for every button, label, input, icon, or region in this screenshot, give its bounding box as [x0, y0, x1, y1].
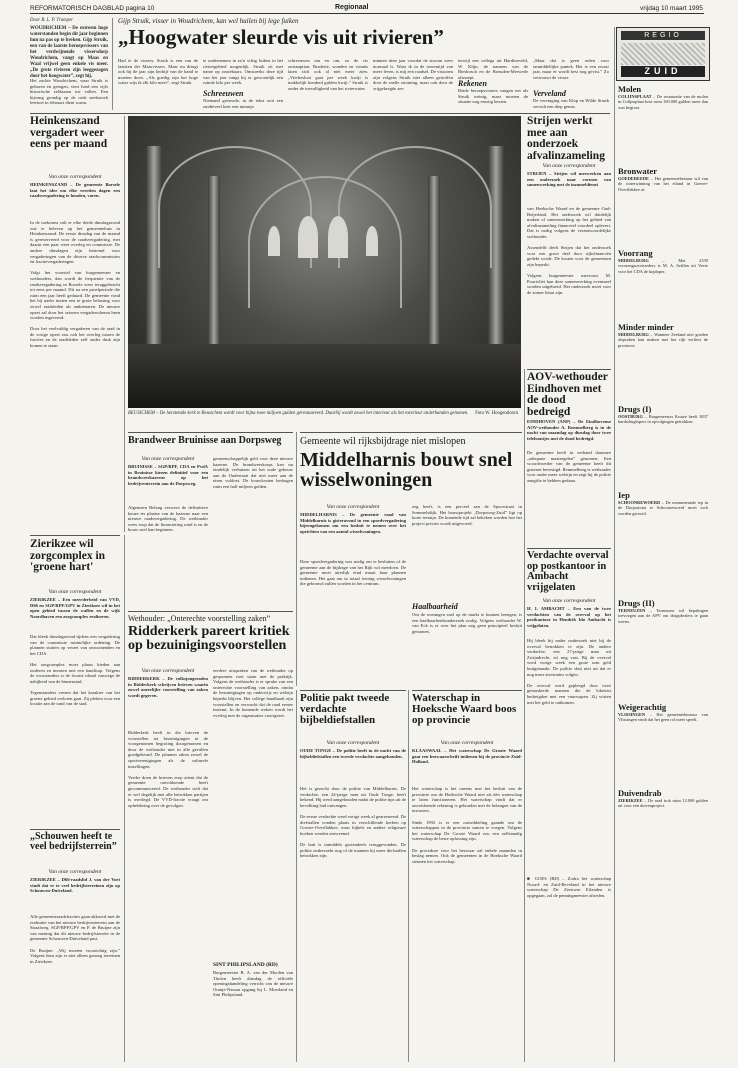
heinkenszand-lead: HEINKENSZAND – De gemeente Borsele laat het idee om elke veertien dagen een raadsvergadering te houden, varen. [30, 182, 120, 199]
sint-philipsland-place: SINT PHILIPSLAND (RD) [213, 962, 278, 968]
politie-headline: Politie pakt tweede verdachte bijbeldiefstallen [300, 692, 390, 727]
postkantoor-body: Hij bleek bij nader onderzoek niet bij de overval betrokken te zijn. De andere verdachte, een 27-jarige man uit Zwijndrecht, zit nog vast. Bij de overval werd vorige week een grote som geld buitgemaakt. De politie sluit niet uit dat er nog meer arrestaties volgen. De overval werd gepleegd door twee gemaskerde mannen die de lokettist bedreigden met een vuurwapen. Zij wisten met het geld te ontkomen. [527, 638, 611, 705]
middelharnis-lead: MIDDELHARNIS – De gemeente raad van Middelharnis is gisteravond in een spoedvergadering bijeengekomen om een besluit te nemen over het oprichten van een aantal wisselwoningen. [300, 512, 406, 534]
middelharnis-body-3: Om de woningen snel op de markt te kunnen brengen, is een haalbaarheidsonderzoek nodig. Volgens wethouder W. van Eck is er over het plan nog geen principieel besluit genomen. [412, 612, 522, 634]
goes-note: ■ GOES (RD) – Zodra het waterschap Noord- en Zuid-Beveland in het nieuwe waterschap De Zeeuwse Eilanden is opgegaan, zal de penningmeester aftreden. [527, 876, 611, 898]
zierikzee1-body: Dat bleek dinsdagavond tijdens een vergadering van de commissie ruimtelijke ordening. De plannen stuiten op verzet van omwonenden en het CDA. Het zorgcomplex moet plaats bieden aan ouderen en mensen met een handicap. Volgens de voorstanders is de locatie ideaal vanwege de nabijheid van de binnenstad. Tegenstanders vrezen dat het karakter van het groene gebied verloren gaat. Zij pleiten voor een locatie aan de rand van de stad. [30, 634, 120, 707]
zierikzee1-headline: Zierikzee wil zorgcomplex in 'groene hart' [30, 538, 106, 574]
main-col-2: te ondernemen in zo'n viftig fuiken in het riviertgebied mogenlijk. Struik zit met name op zoutebaars. Omstreeks deze tijd van het jaar vangt hij er gewoonlijk een ruimle kilo per week. [203, 58, 283, 86]
photo-caption: BEUSICHEM – De herstemde kerk te Beusichem wordt voor bijna twee miljoen gulden gerestaureerd. Daarbij wordt zowel het interieur als het exterieur onderhanden genomen. Foto W. Hoogendoorn [128, 411, 518, 416]
postkantoor-headline: Verdachte overval op postkantoor in Ambacht vrijgelaten [527, 550, 609, 594]
sidebar-item: Drugs (II) TERNEUZEN – Terneuzen wil bepalingen toevoegen aan de APV om drugsdealers te gaan weren. [618, 598, 708, 624]
strijen-body: van Hoeksche Waard en de gemeente Oud-Beijerland. Het onderzoek wil duidelijk maken of samenwerking op het gebied van afvalinzameling financieel voordeel oplevert. Dat is nodig volgens de verantwoordelijke wethouder. Assendelft deelt Strijen dat het onderzoek voor een groot deel door rijksfinanciën gedekt wordt. De kosten voor de gemeenten zijn beperkt. Volgens burgemeester mevrouw M. Poortvliet kan deze samenwerking eventueel worden uitgebreid. Het onderzoek moet voor de zomer klaar zijn. [527, 206, 611, 295]
main-lead-cont: Het zachte Woudrichem, waar Struik is geboren en getogen, viert hard een vijfs historische zeldzaam toe vullen. Een bijvang grondig op de rode snelstroek leertoet in februari dient warm. [30, 78, 108, 106]
section-label: Regionaal [335, 4, 369, 11]
zierikzee2-lead: ZIERIKZEE – D66-raadslid J. van der Voet vindt dat er te veel bedrijfsterreinen zijn op Schouwen-Duiveland. [30, 877, 120, 894]
waterschap-lead: KLAASWAAL – Het waterschap De Groote Waard gaat een bezwaarschrift indienen bij de provincie Zuid-Holland. [412, 748, 522, 765]
politie-byline: Van onze correspondent [326, 740, 380, 746]
middelharnis-headline: Middelharnis bouwt snel wisselwoningen [300, 449, 513, 492]
ridderkerk-byline: Van onze correspondent [141, 668, 195, 674]
middelharnis-kicker: Gemeente wil rijksbijdrage niet mislopen [300, 436, 466, 447]
heinkenszand-byline: Van onze correspondent [48, 174, 102, 180]
politie-body: Het is gezocht door de politie van Middelharnis. De verdachte, een 24-jarige man uit Oude Tonge, heeft bekend. Hij werd aangehouden nadat de politie tips uit de bevolking had ontvangen. De eerste verdachte werd vorige week al gearresteerd. De diefstallen vonden plaats in verschillende kerken op Goeree-Overflakkee, waar bijbels en andere religieuze boeken werden ontvreemd. De buit is inmiddels grotendeels teruggevonden. De politie onderzoekt nog of de mannen bij meer diefstallen betrokken zijn. [300, 786, 406, 859]
main-col-5: terwijl een collega uit Hardinxveld, W. Klijn, de namens van de Biesbosch en de Boeuden-Merwede afsnoept. [458, 58, 528, 80]
waterschap-headline: Waterschap in Hoeksche Waard boos op provincie [412, 692, 517, 727]
politie-lead: OUDE TONGE – De politie heeft in de nacht van de bijbeldiefstallen een tweede verdachte aangehouden. [300, 748, 406, 759]
ridderkerk-headline: Ridderkerk pareert kritiek op bezuinigingsvoorstellen [128, 624, 290, 654]
brandweer-lead: BRUINISSE – SGP/RPF, CDA en PvdA in Bruinisse kiezen definitief voor een brandweerkazerne op het bedrijventerrein aan de Dorpsweg. [128, 464, 208, 486]
sidebar-item: Weigerachtig VLISSINGEN – Het gemeentebestuur van Vlissingen vindt dat het geen rol meer speelt. [618, 702, 708, 723]
zierikzee2-headline: „Schouwen heeft te veel bedrijfsterrein” [30, 831, 117, 853]
sidebar-item: Duivendrab ZIERIKZEE – De raad trok ruim 12.000 gulden uit voor een duivenproject. [618, 788, 708, 809]
brandweer-body-2: gemeenschappelijk geld voor deze nieuwe kazerne. De brandweerkorps kan nu eindelijk verhuizen uit het oude gebouw aan de Oudestraat dat niet meer aan de eisen voldoet. De bouwkosten bedragen ruim een half miljoen gulden. [213, 456, 293, 489]
main-col-6: „Maar dat is geen reden voor onmiddellijke paniek. Het is een zwaar jaar, maar er wordt best nog gevist.” Zo vertrouwt de visser. [533, 58, 609, 80]
brandweer-body-1: Algemeen Belang verwees de definitieve keuze ter plaatse van de kazerne naar een nieuwe raadsvergadering. De wethouder wees erop dat de financiering rond is en de bouw snel kan beginnen. [128, 505, 208, 533]
ridderkerk-body-2: eerdere uitspraken van de wethouder op gespannen voet staan met de praktijk. Volgens de wethouder is er sprake van een onterechte voorstelling van zaken, omdat de bezuinigingen op onderwijs en welzijn beperkt blijven. Het college handhaaft zijn voorstellen en verwacht dat de raad ermee instemt. In de komende weken wordt het overleg met de organisaties voortgezet. [213, 668, 293, 718]
sidebar-item: Minder minder MIDDELBURG – Wanneer Zeeland niet goeden afspraken kan maken met het rijk verliest de provincie. [618, 322, 708, 348]
middelharnis-byline: Van onze correspondent [326, 504, 380, 510]
postkantoor-lead: H. I. AMBACHT – Een van de twee verdachten van de overval op het postkantoor in Hendrik Ido Ambacht is vrijgelaten. [527, 606, 611, 628]
main-headline: „Hoogwater sleurde vis uit rivieren” [118, 25, 444, 49]
regio-map-icon [621, 43, 705, 65]
sidebar-item: Iep SCHOONREWOERD – De monumentale iep in de Dorpsstraat te Schoonrewoerd moet toch worden gerooid. [618, 490, 708, 516]
heinkenszand-headline: Heinkenszand vergadert weer eens per maand [30, 115, 108, 151]
waterschap-byline: Van onze correspondent [440, 740, 494, 746]
main-col-1: Had ie de vissery. Struik is een van de laatsten der Maasvissers. Maar nu dringt ook hij de jaar zijn bedrijf van de hand te moeten doen. „Als goedig zijn het hoge water wijs ik elk kilo meer”, zegt Struik. [118, 58, 198, 86]
ridderkerk-lead: RIDDERKERK – De volksjongeraden in Ridderkerk schrijven brieven waarin zowel oneerlijke voorstelling van zaken wordt gegeven. [128, 676, 208, 698]
sidebar-item: Molen COLIJNSPLAAT – De restauratie van de molen in Colijnsplaat kost ruim 100.000 gulden meer dan was begroot. [618, 84, 708, 110]
zierikzee1-byline: Van onze correspondent [48, 589, 102, 595]
middelharnis-body-1: Deze spoedvergadering was nodig om te besluiten of de gemeente aan de bijdrage van het Rijk wil meedoen. De gemeente moet uiterlijk eind maart haar plannen indienen. Het gaat om in totaal twintig wisselwoningen die gebouwd zullen worden in het centrum. [300, 559, 406, 587]
main-lead: WOUDRICHEM – De extreem hoge waterstanden begin dit jaar beginnen hun na pas op te breken. Gijp Struik, een van de laatste beroepsvissers van het verdwijnende vissersdorp Woudrichem, vangt op Maas en Waal vrijwel geen enkele vis meer. „De grote rivieren zijn leeggezogen door het hoogwater”, zegt hij. [30, 26, 108, 79]
sint-philipsland-body: Burgemeester B. A. van der Moolen van Tholen heeft dinsdag de officiële openingshandeling verricht van de nieuwe Oranje-Nassau opgang bij L. Moerland en Sint Philipsland. [213, 970, 293, 998]
aov-body: De gemeente heeft in verband daarmee „adequate maatregelen” genomen. Een woordvoerder van de gemeente heeft dit gisteren bevestigd. Remmelberg is wethouder voor onder meer welzijn en zegt hij de politie aangifte te hebben gedaan. [527, 450, 611, 483]
middelharnis-body-2: zeg heeft, is een perceel aan de Spoorstraat in Sommelsdijk. Het bouwprojekt „Dorpsweg-Zuid” ligt op korte termijn. De komende tijd zal bekeken worden hoe het project precies wordt uitgevoerd. [412, 504, 522, 526]
subhead-rekenen: Rekenen [458, 79, 487, 88]
paper-name: REFORMATORISCH DAGBLAD pagina 10 [30, 5, 155, 12]
strijen-lead: STRIJEN – Strijen wil meewerken aan een onderzoek naar vormen van samenwerking met de inzameldienst [527, 171, 611, 188]
main-col-3: schreeuwen om en om, zo de vis ontsnaption. Braderie, wonden en vonnis laten zich ook al niet meer zien. „Vierbesloot gaat per week kwijt is makkelijk honderd gulden kwijt.” Struik is onder de toevalligheid van het rivierwater. [288, 58, 368, 91]
subhead-haalbaarheid: Haalbaarheid [412, 602, 458, 611]
postkantoor-byline: Van onze correspondent [542, 598, 596, 604]
heinkenszand-body: In de toekomst valt er elke derde dinsdagavond wat te beleven op het gemeentehuis in Heinkenszand. De eerste dinsdag van de maand is gereserveerd voor de raadsvergadering, met daarin een paar weer overleg en commissie. De andere dinsdagen zijn bestemd voor vergaderingen van de diverse raadscommissies en fractievergaderingen. Volgt het voorstel van burgemeester en wethouders, dan wordt de frequentie van de raadsvergadering in Borsele weer teruggebracht tot eens per maand. Dit na een proefperiode die ruim een jaar heeft geduurd. De gemeente vond het bij nader inzien een te grote belasting voor zowel raadsleden als ambtenaren. De nieuwe opzet zal door het seizoen vergaderschema heen worden ingevoerd. Door het veelvuldig vergaderen van de raad in de vorige opzet zou ook het overleg tussen de fracties en de raadsleden zelf onder druk zijn komen te staan. [30, 220, 120, 349]
issue-date: vrijdag 10 maart 1995 [640, 5, 703, 12]
subhead-schreeuwen: Schreeuwen [203, 89, 244, 98]
main-kicker: Gijp Struik, visser in Woudrichem, kan wel huilen bij lege fuiken [118, 17, 299, 25]
brandweer-headline: Brandweer Bruinisse aan Dorpsweg [128, 435, 282, 446]
strijen-headline: Strijen werkt mee aan onderzoek afvalinzameling [527, 115, 605, 163]
strijen-byline: Van onze correspondent [542, 163, 596, 169]
zierikzee2-byline: Van onze correspondent [48, 869, 102, 875]
photo-credit: Foto W. Hoogendoorn [475, 411, 518, 416]
header-rule [30, 13, 704, 14]
waterschap-body: Het waterschap is het oneens met het besluit van de provincie om de Hoeksche Waard niet als één waterschap te laten functioneren. Het waterschap vindt dat er onvoldoende rekening is gehouden met de belangen van de inwoners. Sinds 1992 is er een ontwikkeling gaande om de waterschappen in de provincie samen te voegen. Volgens het waterschap De Groote Waard zou een zelfstandig waterschap de beste oplossing zijn. De procedure voor het bezwaar zal enkele maanden in beslag nemen. Ook de gemeenten in de Hoeksche Waard steunen het waterschap. [412, 786, 522, 864]
main-byline: Door B. L. P. Tramper [30, 18, 73, 23]
main-col-4: minnen deze jaar voordat de stroom weer normaal is. Waar ik in de toerentijd van meer leven, is mij een raadsel. De visstorm zijn volgens Struik niet alleen getroffen door de snelle stroming, maar ook door de vrijgekregde zee. [373, 58, 453, 91]
zierikzee1-lead: ZIERIKZEE – Een meerderheid van VVD, D66 en SGP/RPF/GPV in Zierikzee wil in het open gebied tussen de wallen en de wijk Noordhaven een zorgcomplex realiseren. [30, 597, 120, 619]
sidebar-item: Voorrang MIDDELBURG – Met 2339 voorrangsovertreders is M. A. Seiflen uit Veere voor het CDA de koploper. [618, 248, 708, 274]
zuid-label: ZUID [621, 66, 705, 77]
regio-label: REGIO [621, 31, 705, 40]
church-interior-photo [128, 116, 521, 408]
sidebar-item: Drugs (I) OOSTBURG – Burgemeester Kruize heeft 3837 hardsdruglopers in opvolgingen getrokken. [618, 404, 708, 425]
sidebar [618, 84, 708, 856]
ridderkerk-kicker: Wethouder: „Onterechte voorstelling zaken” [128, 614, 271, 623]
regio-zuid-box [616, 27, 710, 81]
ridderkerk-body-1: Ridderkerk heeft in die brieven de voorstellen tot bezuinigingen in de voorgenomen begroting doorgenomen en door de wethouder niet in alle gevallen goedgekeurd. De plannen raken zowel de sportverenigingen als de culturele instellingen. Verder doen de brieven erop attent dat de gemeente onvoldoende heeft gecommuniceerd. De wethouder stelt dat er wel degelijk met alle betrokken partijen is overlegd. De VVD-fractie vraagt om opheldering over de gevolgen. [128, 730, 208, 808]
aov-headline: AOV-wethouder Eindhoven met de dood bedreigd [527, 371, 608, 419]
brandweer-byline: Van onze correspondent [141, 456, 195, 462]
newspaper-page: REFORMATORISCH DAGBLAD pagina 10 Regionaal vrijdag 10 maart 1995 Door B. L. P. Tramper WOUDRICHEM – De extreem hoge waterstanden begin dit jaar beginnen hun na pas op te breken. Gijp Struik, een van de laatste beroepsvissers van het verdwijnende vissersdorp Woudrichem, vangt op Maas en Waal vrijwel geen enkele vis meer. „De grote rivieren zijn leeggezogen door het hoogwater”, zegt hij. Het zachte Woudrichem, waar Struik is geboren en getogen, viert hard een vijfs historische zeldzaam toe vullen. Een bijvang grondig op de rode snelstroek leertoet in februari dient warm. Gijp Struik, visser in Woudrichem, kan wel huilen bij lege fuiken „Hoogwater sleurde vis uit rivieren” Had ie de vissery. Struik is een van de laatsten der Maasvissers. Maar nu dringt ook hij de jaar zijn bedrijf van de hand te moeten doen. „Als goedig zijn het hoge water wijs ik elk kilo meer”, zegt Struik. te ondernemen in zo'n viftig fuiken in het riviertgebied mogenlijk. Struik zit met name op zoutebaars. Omstreeks deze tijd van het jaar vangt hij er gewoonlijk een ruimle kilo per week. Schreeuwen Niemand geeuwde, in de tekst ooit een zuidteveel keer een minutje. schreeuwen om en om, zo de vis ontsnaption. Braderie, wonden en vonnis laten zich ook al niet meer zien. „Vierbesloot gaat per week kwijt is makkelijk honderd gulden kwijt.” Struik is onder de toevalligheid van het rivierwater. minnen deze jaar voordat de stroom weer normaal is. Waar ik in de toerentijd van meer leven, is mij een raadsel. De visstorm zijn volgens Struik niet alleen getroffen door de snelle stroming, maar ook door de vrijgekregde zee. terwijl een collega uit Hardinxveld, W. Klijn, de namens van de Biesbosch en de Boeuden-Merwede afsnoept. Rekenen Beide beroepsvissers vangen net als Struik weinig, maar moeten de situatie nog ernstig bezien. „Maar dat is geen reden voor onmiddellijke paniek. Het is een zwaar jaar, maar er wordt best nog gevist.” Zo vertrouwt de visser. Verveland De vereniging van Klop en Wilde Struik vervult een diep gemis. REGIO ZUID Heinkenszand vergadert weer eens per maand Van onze correspondent HEINKENSZAND – De gemeente Borsele laat het idee om elke veertien dagen een raadsvergadering te houden, varen. In de toekomst valt er elke derde dinsdagavond wat te beleven op het gemeentehuis in Heinkenszand. De eerste dinsdag van de maand is gereserveerd voor de raadsvergadering, met daarin een paar weer overleg en commissie. De andere dinsdagen zijn bestemd voor vergaderingen van de diverse raadscommissies en fractievergaderingen. Volgt het voorstel van burgemeester en wethouders, dan wordt de frequentie van de raadsvergadering in Borsele weer teruggebracht tot eens per maand. Dit na een proefperiode die ruim een jaar heeft geduurd. De gemeente vond het bij nader inzien een te grote belasting voor zowel raadsleden als ambtenaren. De nieuwe opzet zal door het seizoen vergaderschema heen worden ingevoerd. Door het veelvuldig vergaderen van de raad in de vorige opzet zou ook het overleg tussen de fracties en de raadsleden zelf onder druk zijn komen te staan. BEUSICHEM – De herstemde kerk te Beusichem wordt voor bijna twee miljoen gulden gerestaureerd. Daarbij wordt zowel het interieur als het exterieur onderhanden genomen. Foto W. Hoogendoorn Strijen werkt mee aan onderzoek afvalinzameling Van onze correspondent STRIJEN – Strijen wil meewerken aan een onderzoek naar vormen van samenwerking met de inzameldienst van Hoeksche Waard en de gemeente Oud-Beijerland. Het onderzoek wil duidelijk maken of samenwerking op het gebied van afvalinzameling financieel voordeel oplevert. Dat is nodig volgens de verantwoordelijke wethouder. Assendelft deelt Strijen dat het onderzoek voor een groot deel door rijksfinanciën gedekt wordt. De kosten voor de gemeenten zijn beperkt. Volgens burgemeester mevrouw M. Poortvliet kan deze samenwerking eventueel worden uitgebreid. Het onderzoek moet voor de zomer klaar zijn. AOV-wethouder Eindhoven met de dood bedreigd EINDHOVEN (ANP) – De Eindhovense AOV-wethouder A. Remmelberg is in de nacht van maandag op dinsdag door twee telefoontjes met de dood bedreigd. De gemeente heeft in verband daarmee „adequate maatregelen” genomen. Een woordvoerder van de gemeente heeft dit gisteren bevestigd. Remmelberg is wethouder voor onder meer welzijn en zegt hij de politie aangifte te hebben gedaan. Verdachte overval op postkantoor in Ambacht vrijgelaten Van onze correspondent H. I. AMBACHT – Een van de twee verdachten van de overval op het postkantoor in Hendrik Ido Ambacht is vrijgelaten. Hij bleek bij nader onderzoek niet bij de overval betrokken te zijn. De andere verdachte, een 27-jarige man uit Zwijndrecht, zit nog vast. Bij de overval werd vorige week een grote som geld buitgemaakt. De politie sluit niet uit dat er nog meer arrestaties volgen. De overval werd gepleegd door twee gemaskerde mannen die de lokettist bedreigden met een vuurwapen. Zij wisten met het geld te ontkomen. ■ GOES (RD) – Zodra het waterschap Noord- en Zuid-Beveland in het nieuwe waterschap De Zeeuwse Eilanden is opgegaan, zal de penningmeester aftreden. Zierikzee wil zorgcomplex in 'groene hart' Van onze correspondent ZIERIKZEE – Een meerderheid van VVD, D66 en SGP/RPF/GPV in Zierikzee wil in het open gebied tussen de wallen en de wijk Noordhaven een zorgcomplex realiseren. Dat bleek dinsdagavond tijdens een vergadering van de commissie ruimtelijke ordening. De plannen stuiten op verzet van omwonenden en het CDA. Het zorgcomplex moet plaats bieden aan ouderen en mensen met een handicap. Volgens de voorstanders is de locatie ideaal vanwege de nabijheid van de binnenstad. Tegenstanders vrezen dat het karakter van het groene gebied verloren gaat. Zij pleiten voor een locatie aan de rand van de stad. „Schouwen heeft te veel bedrijfsterrein” Van onze correspondent ZIERIKZEE – D66-raadslid J. van der Voet vindt dat er te veel bedrijfsterreinen zijn op Schouwen-Duiveland. Alle gemeenteraadsfracties gaan akkoord met de realisatie van het nieuwe bedrijventerrein aan de Straalweg. SGP/RPF/GPV en P. de Bruijne zijn van mening dat dit nieuwe bedrijfsterrein in de gemeente Schouwen-Duiveland past. De Bruijne: „Wij moeten voorzichtig zijn.” Volgens hem zijn er niet alleen genoeg terreinen in Zierikzee. Brandweer Bruinisse aan Dorpsweg Van onze correspondent BRUINISSE – SGP/RPF, CDA en PvdA in Bruinisse kiezen definitief voor een brandweerkazerne op het bedrijventerrein aan de Dorpsweg. Algemeen Belang verwees de definitieve keuze ter plaatse van de kazerne naar een nieuwe raadsvergadering. De wethouder wees erop dat de financiering rond is en de bouw snel kan beginnen. gemeenschappelijk geld voor deze nieuwe kazerne. De brandweerkorps kan nu eindelijk verhuizen uit het oude gebouw aan de Oudestraat dat niet meer aan de eisen voldoet. De bouwkosten bedragen ruim een half miljoen gulden. Gemeente wil rijksbijdrage niet mislopen Middelharnis bouwt snel wisselwoningen Van onze correspondent MIDDELHARNIS – De gemeente raad van Middelharnis is gisteravond in een spoedvergadering bijeengekomen om een besluit te nemen over het oprichten van een aantal wisselwoningen. Deze spoedvergadering was nodig om te besluiten of de gemeente aan de bijdrage van het Rijk wil meedoen. De gemeente moet uiterlijk eind maart haar plannen indienen. Het gaat om in totaal twintig wisselwoningen die gebouwd zullen worden in het centrum. zeg heeft, is een perceel aan de Spoorstraat in Sommelsdijk. Het bouwprojekt „Dorpsweg-Zuid” ligt op korte termijn. De komende tijd zal bekeken worden hoe het project precies wordt uitgevoerd. Haalbaarheid Om de woningen snel op de markt te kunnen brengen, is een haalbaarheidsonderzoek nodig. Volgens wethouder W. van Eck is er over het plan nog geen principieel besluit genomen. Wethouder: „Onterechte voorstelling zaken” Ridderkerk pareert kritiek op bezuinigingsvoorstellen Van onze correspondent RIDDERKERK – De volksjongeraden in Ridderkerk schrijven brieven waarin zowel oneerlijke voorstelling van zaken wordt gegeven. Ridderkerk heeft in die brieven de voorstellen tot bezuinigingen in de voorgenomen begroting doorgenomen en door de wethouder niet in alle gevallen goedgekeurd. De plannen raken zowel de sportverenigingen als de culturele instellingen. Verder doen de brieven erop attent dat de gemeente onvoldoende heeft gecommuniceerd. De wethouder stelt dat er wel degelijk met alle betrokken partijen is overlegd. De VVD-fractie vraagt om opheldering over de gevolgen. eerdere uitspraken van de wethouder op gespannen voet staan met de praktijk. Volgens de wethouder is er sprake van een onterechte voorstelling van zaken, omdat de bezuinigingen op onderwijs en welzijn beperkt blijven. Het college handhaaft zijn voorstellen en verwacht dat de raad ermee instemt. In de komende weken wordt het overleg met de organisaties voortgezet. SINT PHILIPSLAND (RD) Burgemeester B. A. van der Moolen van Tholen heeft dinsdag de officiële openingshandeling verricht van de nieuwe Oranje-Nassau opgang bij L. Moerland en Sint Philipsland. Politie pakt tweede verdachte bijbeldiefstallen Van onze correspondent OUDE TONGE – De politie heeft in de nacht van de bijbeldiefstallen een tweede verdachte aangehouden. Het is gezocht door de politie van Middelharnis. De verdachte, een 24-jarige man uit Oude Tonge, heeft bekend. Hij werd aangehouden nadat de politie tips uit de bevolking had ontvangen. De eerste verdachte werd vorige week al gearresteerd. De diefstallen vonden plaats in verschillende kerken op Goeree-Overflakkee, waar bijbels en andere religieuze boeken werden ontvreemd. De buit is inmiddels grotendeels teruggevonden. De politie onderzoekt nog of de mannen bij meer diefstallen betrokken zijn. Waterschap in Hoeksche Waard boos op provincie Van onze correspondent KLAASWAAL – Het waterschap De Groote Waard gaat een bezwaarschrift indienen bij de provincie Zuid-Holland. Het waterschap is het oneens met het besluit van de provincie om de Hoeksche Waard niet als één waterschap te laten functioneren. Het waterschap vindt dat er onvoldoende rekening is gehouden met de belangen van de inwoners. Sinds 1992 is er een ontwikkeling gaande om de waterschappen in de provincie samen te voegen. Volgens het waterschap De Groote Waard zou een zelfstandig waterschap de beste oplossing zijn. De procedure voor het bezwaar zal enkele maanden in beslag nemen. Ook de gemeenten in de Hoeksche Waard steunen het waterschap. Molen COLIJNSPLAAT – De restauratie van de molen in Colijnsplaat kost ruim 100.000 gulden meer dan was begroot. Bronwater GOEDEREEDE – Het gemeentebestuur wil van de waterwinning van het eiland in Goeree-Overflakkee af. Voorrang MIDDELBURG – Met 2339 voorrangsovertreders is M. A. Seiflen uit Veere voor het CDA de koploper. Minder minder MIDDELBURG – Wanneer Zeeland niet goeden afspraken kan maken met het rijk verliest de provincie. Drugs (I) OOSTBURG – Burgemeester Kruize heeft 3837 hardsdruglopers in opvolgingen getrokken. Iep SCHOONREWOERD – De monumentale iep in de Dorpsstraat te Schoonrewoerd moet toch worden gerooid. Drugs (II) TERNEUZEN – Terneuzen wil bepalingen toevoegen aan de APV om drugsdealers te gaan weren. Weigerachtig VLISSINGEN – Het gemeentebestuur van Vlissingen vindt dat het geen rol meer speelt. Duivendrab ZIERIKZEE – De raad trok ruim 12.000 gulden uit voor een duivenproject. [0, 0, 738, 1068]
aov-lead: EINDHOVEN (ANP) – De Eindhovense AOV-wethouder A. Remmelberg is in de nacht van maandag op dinsdag door twee telefoontjes met de dood bedreigd. [527, 419, 611, 441]
zierikzee2-body: Alle gemeenteraadsfracties gaan akkoord met de realisatie van het nieuwe bedrijventerrein aan de Straalweg. SGP/RPF/GPV en P. de Bruijne zijn van mening dat dit nieuwe bedrijfsterrein in de gemeente Schouwen-Duiveland past. De Bruijne: „Wij moeten voorzichtig zijn.” Volgens hem zijn er niet alleen genoeg terreinen in Zierikzee. [30, 914, 120, 964]
sidebar-item: Bronwater GOEDEREEDE – Het gemeentebestuur wil van de waterwinning van het eiland in Goeree-Overflakkee af. [618, 166, 708, 192]
subhead-verveland: Verveland [533, 89, 566, 98]
